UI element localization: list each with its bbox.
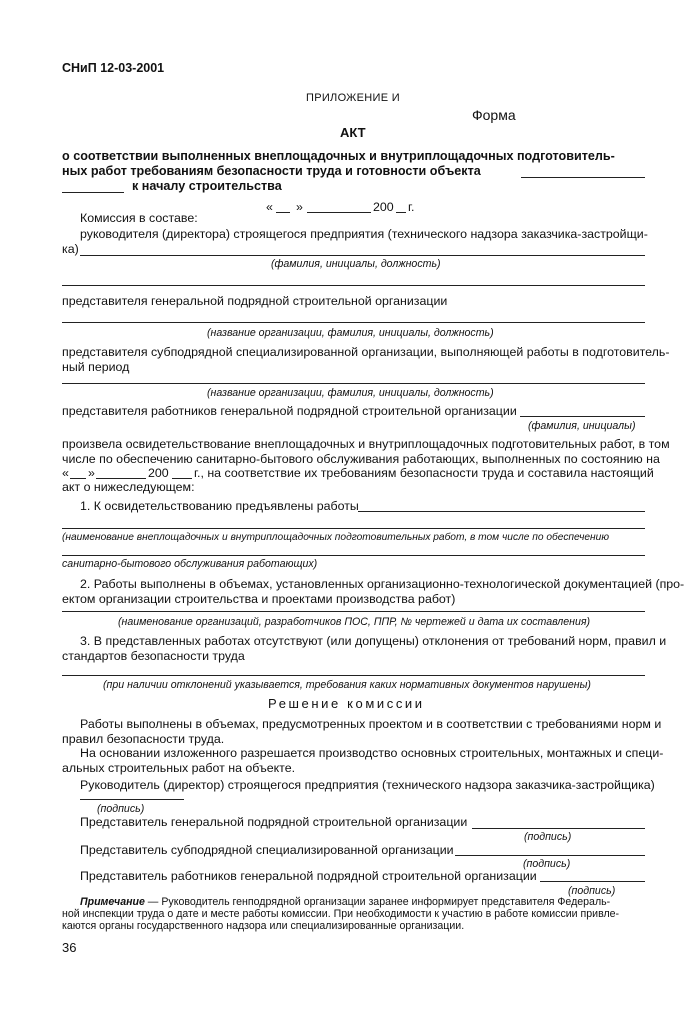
general-contractor-hint: (название организации, фамилия, инициалы, должность) <box>207 327 494 339</box>
inspection-month-line[interactable] <box>96 478 146 479</box>
item-3-field-line[interactable] <box>62 675 645 676</box>
item-3-line-1: 3. В представленных работах отсутствуют (или допущены) отклонения от требований норм, правил и <box>80 634 667 648</box>
date-day-line[interactable] <box>276 212 290 213</box>
note-text-1: — Руководитель генподрядной организации заранее информирует представителя Федераль- <box>144 896 611 908</box>
item-2-hint: (наименование организаций, разработчиков ПОС, ППР, № чертежей и дата их составления) <box>118 616 591 628</box>
workers-signature-label: Представитель работников генеральной подрядной строительной организации <box>80 869 537 883</box>
workers-rep-field-line[interactable] <box>520 416 645 417</box>
director-signature-label: Руководитель (директор) строящегося предприятия (технического надзора заказчика-застройщика) <box>80 778 655 792</box>
date-month-line[interactable] <box>307 212 371 213</box>
general-signature-line[interactable] <box>472 828 645 829</box>
note-line-3: каются органы государственного надзора или специализированные организации. <box>62 920 465 932</box>
commission-intro: Комиссия в составе: <box>80 211 198 225</box>
item-1-hint-line-2: санитарно-бытового обслуживания работающих) <box>62 558 318 570</box>
director-field-line-2[interactable] <box>62 285 645 286</box>
note-line-2: ной инспекции труда о дате и месте работы комиссии. При необходимости к участию в работе комиссии привле- <box>62 908 620 920</box>
inspection-close-quote: » <box>88 466 95 480</box>
inspection-year-line[interactable] <box>172 478 192 479</box>
form-label: Форма <box>472 107 516 123</box>
note-label: Примечание <box>80 896 145 908</box>
item-2-line-1: 2. Работы выполнены в объемах, установленных организационно-технологической документацией (про- <box>80 577 685 591</box>
decision-p2-line-1: На основании изложенного разрешается производство основных строительных, монтажных и специ- <box>80 746 664 760</box>
sub-signature-label: Представитель субподрядной специализированной организации <box>80 843 454 857</box>
inspection-line-1: произвела освидетельствование внеплощадочных и внутриплощадочных подготовительных работ, в том <box>62 437 670 451</box>
sub-signature-line[interactable] <box>455 855 645 856</box>
inspection-line-3-rest: г., на соответствие их требованиям безопасности труда и составила настоящий <box>194 466 654 480</box>
subcontractor-field-line[interactable] <box>62 383 645 384</box>
general-contractor-field-line[interactable] <box>62 322 645 323</box>
item-1-field-line-3[interactable] <box>62 555 645 556</box>
inspection-line-2: числе по обеспечению санитарно-бытового обслуживания работающих, выполненных по состоянию на <box>62 452 660 466</box>
director-signature-hint: (подпись) <box>97 803 145 815</box>
decision-heading: Решение комиссии <box>268 696 425 711</box>
document-code: СНиП 12-03-2001 <box>62 61 165 75</box>
item-2-field-line[interactable] <box>62 611 645 612</box>
item-3-hint: (при наличии отклонений указывается, требования каких нормативных документов нарушены) <box>103 679 591 691</box>
workers-rep-hint: (фамилия, инициалы) <box>528 420 636 432</box>
general-signature-hint: (подпись) <box>524 831 572 843</box>
inspection-open-quote: « <box>62 466 69 480</box>
director-line-1: руководителя (директора) строящегося предприятия (технического надзора заказчика-застройщи- <box>80 227 648 241</box>
date-year-suffix: г. <box>408 200 415 214</box>
workers-signature-hint: (подпись) <box>568 885 616 897</box>
item-1-field-line[interactable] <box>358 511 645 512</box>
director-signature-line[interactable] <box>80 799 184 800</box>
act-title: АКТ <box>340 125 366 140</box>
item-1-field-line-2[interactable] <box>62 528 645 529</box>
decision-p1-line-1: Работы выполнены в объемах, предусмотренных проектом и в соответствии с требованиями норм и <box>80 717 662 731</box>
subcontractor-line-2: ный период <box>62 360 130 374</box>
title-line-2: ных работ требованиям безопасности труда и готовности объекта <box>62 164 481 178</box>
director-hint: (фамилия, инициалы, должность) <box>271 258 441 270</box>
title-line-1: о соответствии выполненных внеплощадочных и внутриплощадочных подготовитель- <box>62 149 615 163</box>
item-1-label: 1. К освидетельствованию предъявлены работы <box>80 499 359 513</box>
object-name-line-2[interactable] <box>62 192 124 193</box>
object-name-line[interactable] <box>521 177 645 178</box>
inspection-line-4: акт о нижеследующем: <box>62 480 195 494</box>
decision-p1-line-2: правил безопасности труда. <box>62 732 225 746</box>
general-signature-label: Представитель генеральной подрядной строительной организации <box>80 815 468 829</box>
workers-signature-line[interactable] <box>540 881 645 882</box>
item-3-line-2: стандартов безопасности труда <box>62 649 245 663</box>
title-line-3: к началу строительства <box>132 179 282 193</box>
inspection-day-line[interactable] <box>70 478 86 479</box>
director-line-2: ка) <box>62 242 79 256</box>
page-number: 36 <box>62 940 77 955</box>
director-field-line[interactable] <box>80 255 645 256</box>
item-1-hint-line-1: (наименование внеплощадочных и внутриплощадочных подготовительных работ, в том числе по обеспечению <box>62 532 609 543</box>
subcontractor-hint: (название организации, фамилия, инициалы, должность) <box>207 387 494 399</box>
inspection-year-prefix: 200 <box>148 466 169 480</box>
date-close-quote: » <box>296 200 303 214</box>
date-open-quote: « <box>266 200 273 214</box>
decision-p2-line-2: альных строительных работ на объекте. <box>62 761 296 775</box>
note-line-1 <box>80 896 610 909</box>
sub-signature-hint: (подпись) <box>523 858 571 870</box>
date-year-line[interactable] <box>396 212 406 213</box>
date-year-prefix: 200 <box>373 200 394 214</box>
appendix-label: ПРИЛОЖЕНИЕ И <box>306 92 400 104</box>
subcontractor-line-1: представителя субподрядной специализированной организации, выполняющей работы в подготовитель- <box>62 345 670 359</box>
workers-rep-label: представителя работников генеральной подрядной строительной организации <box>62 404 517 418</box>
general-contractor-label: представителя генеральной подрядной строительной организации <box>62 294 448 308</box>
item-2-line-2: ектом организации строительства и проектами производства работ) <box>62 592 456 606</box>
